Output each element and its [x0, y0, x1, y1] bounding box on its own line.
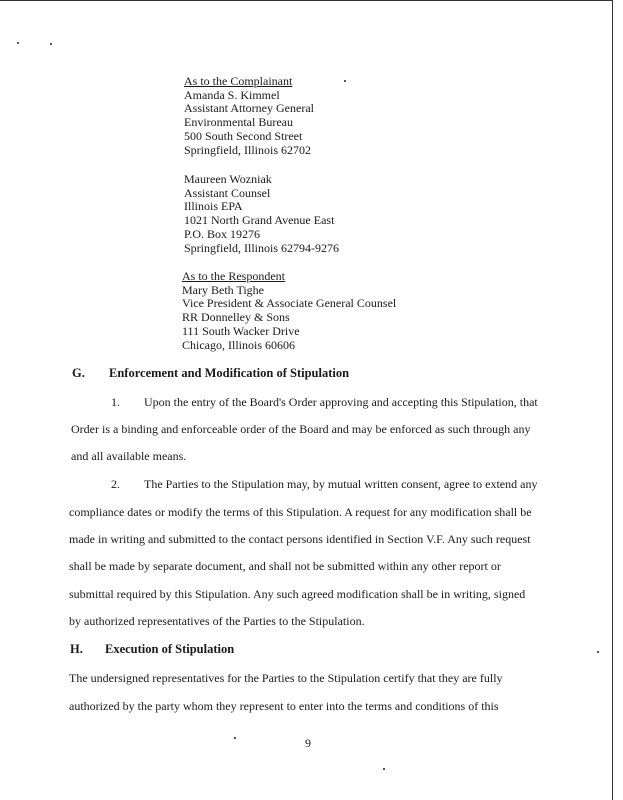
text-line: made in writing and submitted to the contact persons identified in Section V.F. Any such request	[69, 532, 531, 546]
text-line: by authorized representatives of the Parties to the Stipulation.	[69, 614, 365, 628]
scan-border-right	[612, 0, 613, 800]
text-line: authorized by the party whom they represent to enter into the terms and conditions of this	[69, 699, 499, 713]
second-complainant-contact-block	[184, 173, 339, 255]
text-line: shall be made by separate document, and shall not be submitted within any other report or	[69, 559, 501, 573]
paragraph-number: 1.	[111, 395, 120, 409]
scan-speck	[597, 651, 599, 653]
address-line: RR Donnelley & Sons	[182, 310, 290, 325]
address-line: Assistant Attorney General	[184, 101, 314, 116]
address-line: Illinois EPA	[184, 199, 243, 214]
address-line: Springfield, Illinois 62702	[184, 142, 311, 157]
complainant-contact-block	[184, 75, 314, 157]
address-line: Mary Beth Tighe	[182, 282, 265, 297]
text-line: Order is a binding and enforceable order of the Board and may be enforced as such through any	[71, 422, 531, 436]
address-line: Assistant Counsel	[184, 185, 271, 200]
scan-speck	[50, 43, 52, 45]
address-line: Maureen Wozniak	[184, 172, 272, 186]
paragraph-number: 2.	[111, 477, 120, 491]
respondent-contact-block	[182, 270, 396, 352]
text-line: and all available means.	[71, 449, 187, 463]
section-g-letter: G.	[72, 366, 85, 380]
address-line: Environmental Bureau	[184, 115, 293, 130]
text-line: The Parties to the Stipulation may, by mutual written consent, agree to extend any	[144, 477, 538, 491]
text-line: Upon the entry of the Board's Order approving and accepting this Stipulation, that	[144, 395, 538, 409]
respondent-heading: As to the Respondent	[182, 269, 285, 283]
address-line: Chicago, Illinois 60606	[182, 337, 295, 352]
scan-speck	[17, 42, 19, 44]
address-line: 500 South Second Street	[184, 128, 303, 143]
section-h-title: Execution of Stipulation	[105, 642, 235, 656]
address-line: Vice President & Associate General Counsel	[182, 296, 397, 311]
scan-border-top	[0, 0, 612, 1]
scan-speck	[344, 80, 346, 82]
text-line: compliance dates or modify the terms of this Stipulation. A request for any modification shall be	[69, 505, 532, 519]
scan-speck	[234, 737, 236, 739]
page-number: 9	[305, 736, 311, 750]
address-line: Springfield, Illinois 62794-9276	[184, 240, 339, 255]
address-line: 1021 North Grand Avenue East	[184, 213, 335, 228]
complainant-heading: As to the Complainant	[184, 74, 293, 88]
address-line: Amanda S. Kimmel	[184, 87, 280, 102]
scan-speck	[383, 768, 385, 770]
address-line: P.O. Box 19276	[184, 226, 261, 241]
section-g-title: Enforcement and Modification of Stipulation	[109, 366, 350, 380]
address-line: 111 South Wacker Drive	[182, 323, 300, 338]
text-line: submittal required by this Stipulation. Any such agreed modification shall be in writing, signed	[69, 587, 526, 601]
text-line: The undersigned representatives for the Parties to the Stipulation certify that they are fully	[69, 671, 503, 685]
section-h-letter: H.	[70, 642, 83, 656]
